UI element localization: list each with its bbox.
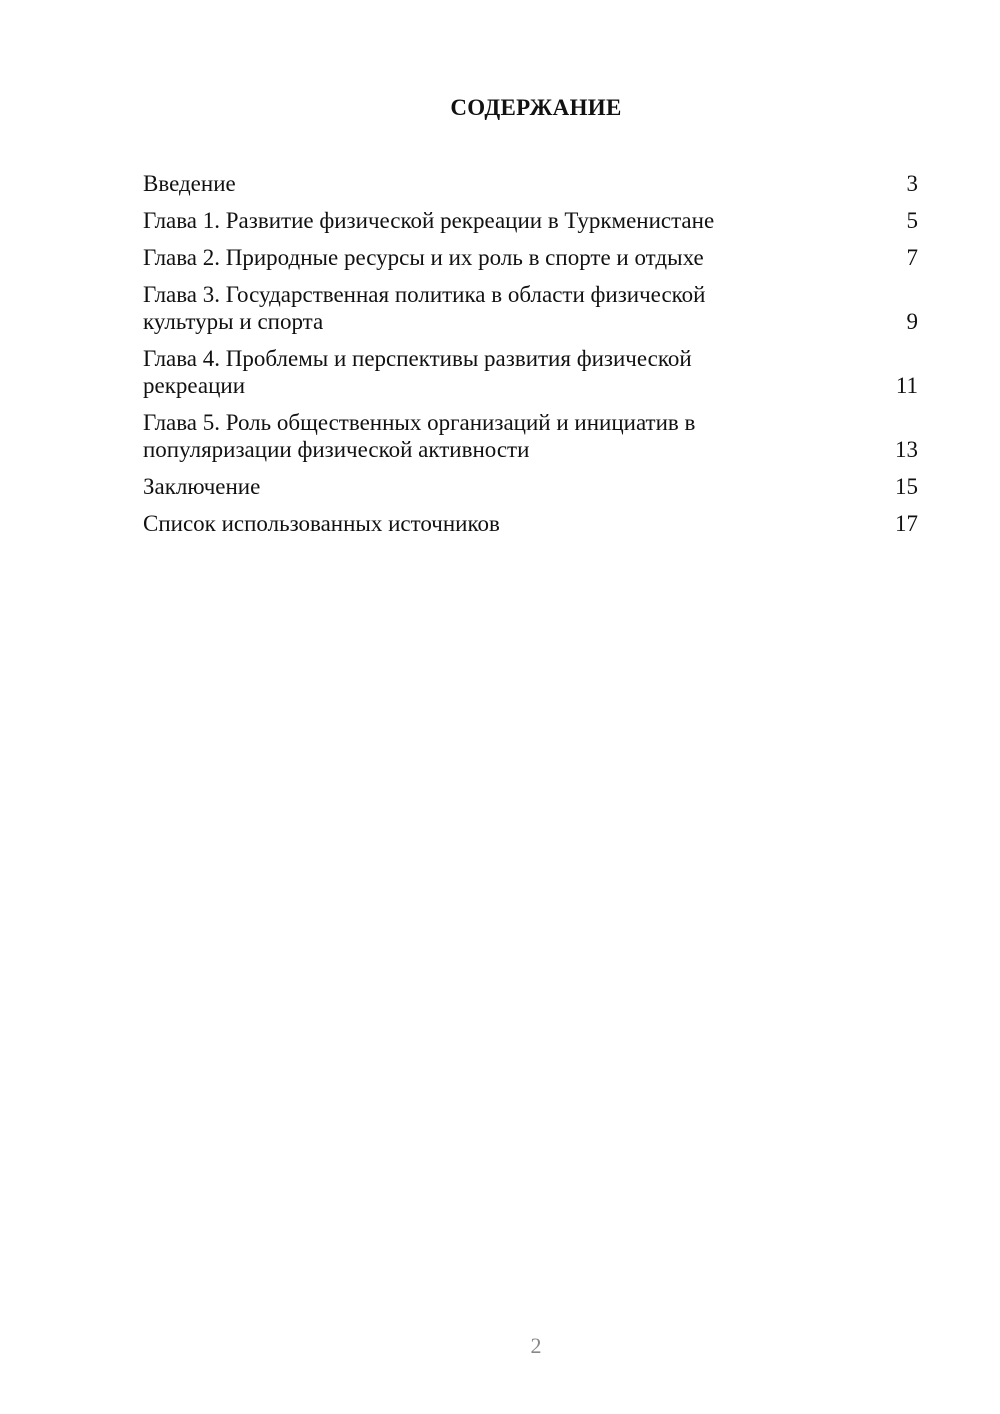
toc-entry-label: Глава 5. Роль общественных организаций и инициатив в популяризации физической активности — [143, 410, 696, 462]
toc-entry-label: Глава 2. Природные ресурсы и их роль в спорте и отдыхе — [143, 245, 704, 270]
toc-entry — [143, 473, 918, 500]
toc-entry — [143, 244, 918, 271]
toc-entry-page: 13 — [895, 437, 918, 462]
toc-entry — [143, 510, 918, 537]
toc-entry-label: Введение — [143, 171, 236, 196]
toc-entry-page: 9 — [906, 309, 918, 334]
toc-entry-label: Список использованных источников — [143, 511, 500, 536]
toc-entry-page: 3 — [906, 171, 918, 196]
toc-list — [143, 170, 918, 547]
toc-entry — [143, 170, 918, 197]
toc-entry-page: 7 — [906, 245, 918, 270]
toc-entry — [143, 207, 918, 234]
toc-entry-label: Глава 1. Развитие физической рекреации в Туркменистане — [143, 208, 715, 233]
toc-entry-label: Глава 3. Государственная политика в области физической культуры и спорта — [143, 282, 706, 334]
toc-entry — [143, 281, 918, 335]
toc-entry-label: Заключение — [143, 474, 261, 499]
toc-entry-page: 11 — [895, 373, 918, 398]
toc-entry — [143, 345, 918, 399]
toc-entry-page: 17 — [895, 511, 918, 536]
toc-entry-page: 15 — [895, 474, 918, 499]
toc-title: СОДЕРЖАНИЕ — [450, 95, 622, 120]
page-number: 2 — [530, 1333, 542, 1358]
toc-entry-page: 5 — [906, 208, 918, 233]
toc-entry-label: Глава 4. Проблемы и перспективы развития физической рекреации — [143, 346, 692, 398]
toc-entry — [143, 409, 918, 463]
